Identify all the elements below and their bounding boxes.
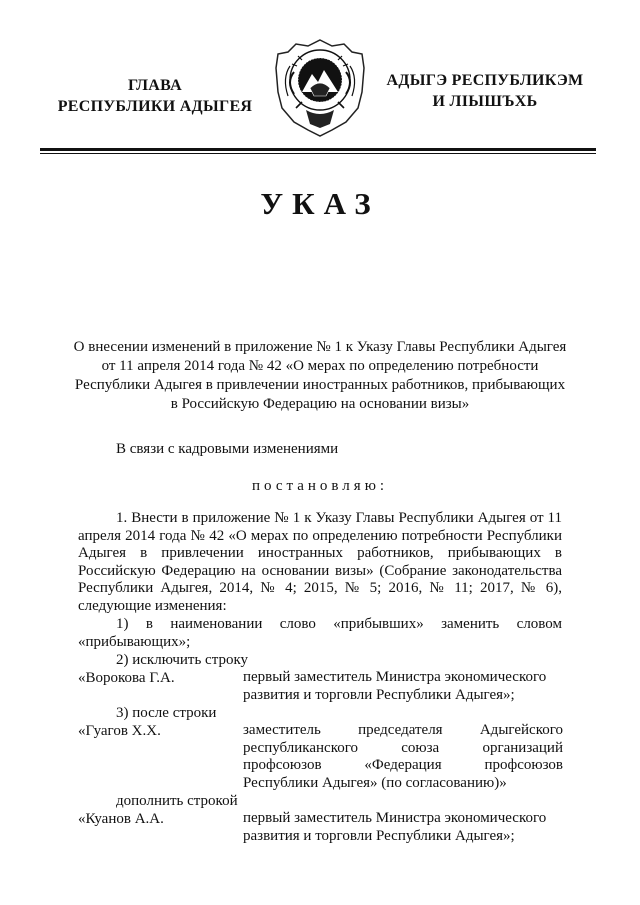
item-2: 2) исключить строку (116, 652, 249, 668)
row-guagov-position: заместитель председателя Адыгейского республиканского союза организаций профсоюзов «Федерация профсоюзов Республики Адыгея» (по согласованию)» (243, 722, 563, 791)
header-left-line1: ГЛАВА (128, 77, 182, 94)
header-right-line2: И ЛІЫШЪХЬ (432, 93, 538, 110)
paragraph-1: 1. Внести в приложение № 1 к Указу Главы Республики Адыгея от 11 апреля 2014 года № 42 «О мерах по определению потребности Республики Адыгея в привлечении иностранных работников, прибывающих в Российскую Федерацию на основании визы» (Собрание законодательства Республики Адыгея, 2014, № 4; 2015, № 5; 2016, № 11; 2017, № 6), следующие изменения: (78, 510, 562, 614)
header-left-line2: РЕСПУБЛИКИ АДЫГЕЯ (57, 98, 253, 115)
item-1: 1) в наименовании слово «прибывших» заменить словом «прибывающих»; (78, 616, 562, 650)
header-rule-thin (40, 153, 596, 154)
header-left (40, 75, 270, 117)
item-3: 3) после строки (116, 705, 217, 721)
row-vorokov-position: первый заместитель Министра экономического развития и торговли Республики Адыгея»; (243, 669, 547, 703)
preamble: В связи с кадровыми изменениями (116, 441, 339, 457)
document-title: УКАЗ (260, 186, 380, 221)
row-vorokov-name: «Ворокова Г.А. (78, 670, 175, 686)
header-right-line1: АДЫГЭ РЕСПУБЛИКЭМ (386, 72, 584, 89)
decree-word: постановляю: (251, 478, 389, 494)
coat-of-arms-icon (272, 38, 368, 138)
header-right (370, 70, 600, 112)
row-kuanov-position: первый заместитель Министра экономического развития и торговли Республики Адыгея»; (243, 810, 547, 844)
header-rule-thick (40, 148, 596, 151)
row-guagov-name: «Гуагов Х.Х. (78, 723, 161, 739)
add-line: дополнить строкой (116, 793, 238, 809)
row-kuanov-name: «Куанов А.А. (78, 811, 164, 827)
document-subject: О внесении изменений в приложение № 1 к Указу Главы Республики Адыгея от 11 апреля 2014 года № 42 «О мерах по определению потребности Республики Адыгея в привлечении иностранных работников, прибывающих в Российскую Федерацию на основании визы» (73, 339, 567, 412)
